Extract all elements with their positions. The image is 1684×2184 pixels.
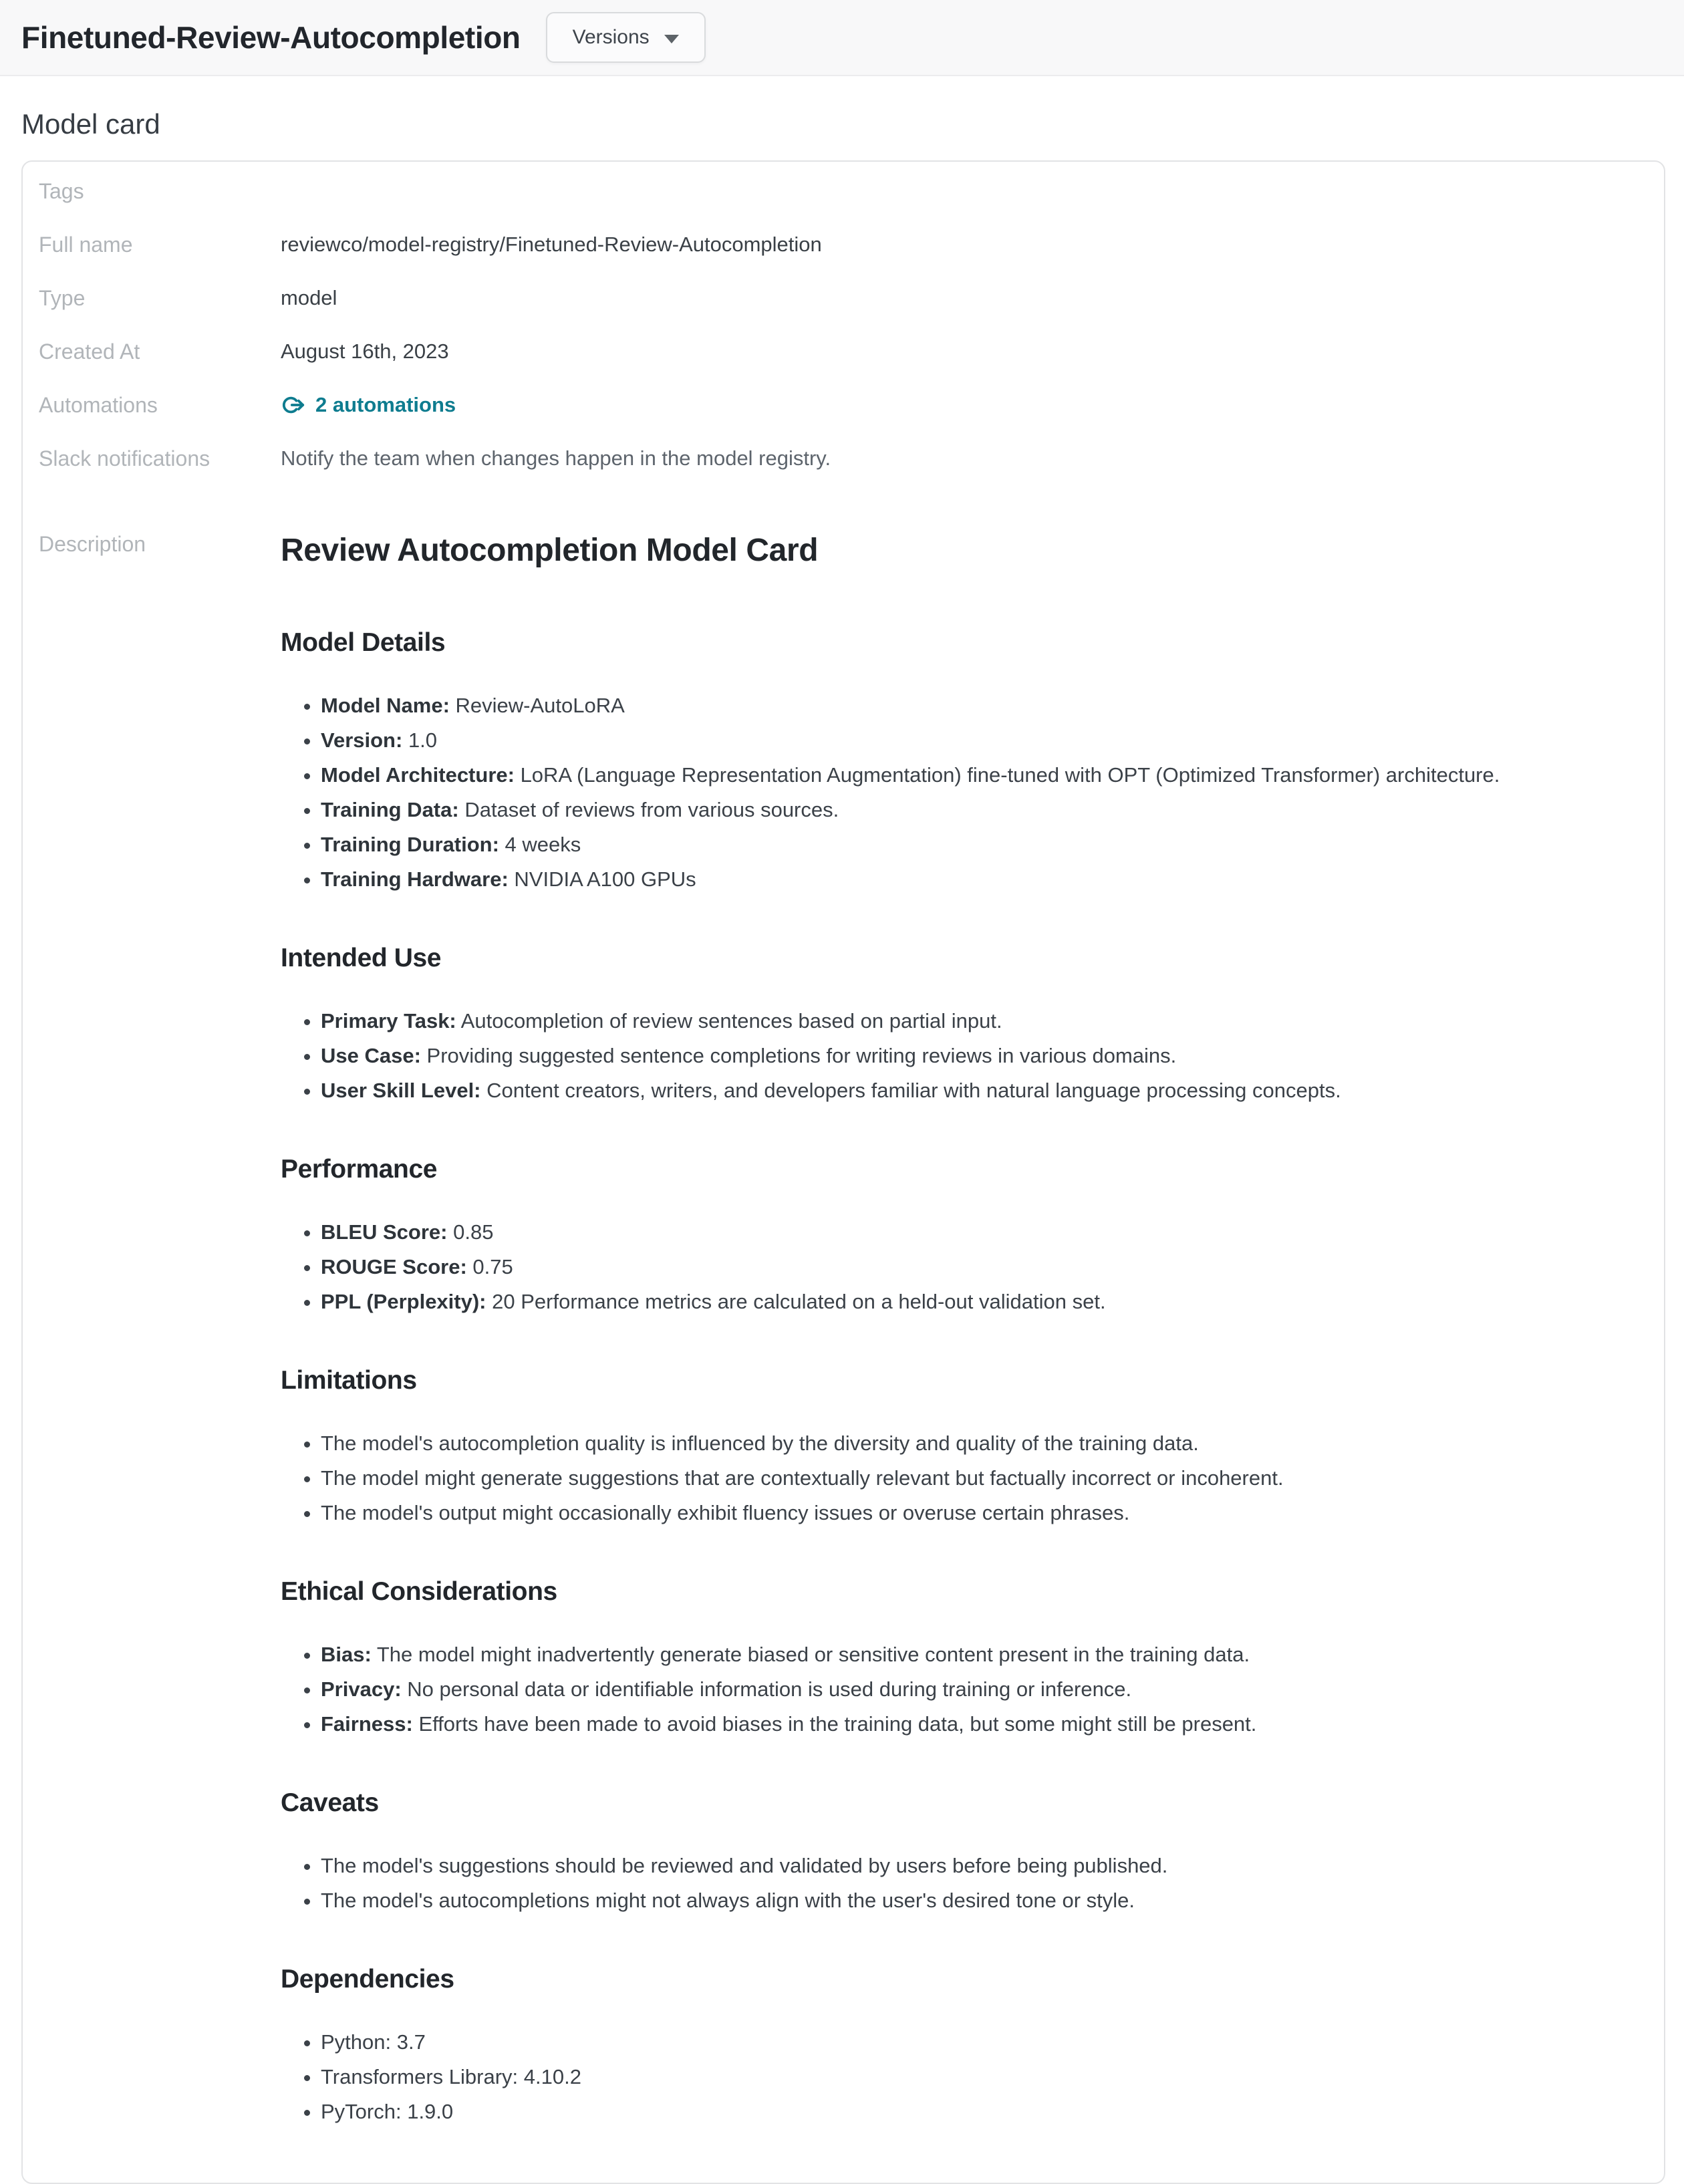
section-heading: Performance [281, 1155, 438, 1184]
list-item: • Version: 1.0 [321, 723, 1589, 758]
registered-model-title: Finetuned-Review-Autocompletion [21, 20, 521, 55]
list-item: • ROUGE Score: 0.75 [321, 1250, 1589, 1284]
created-at-label: Created At [39, 339, 140, 364]
list-item: • Model Architecture: LoRA (Language Representation Augmentation) fine-tuned with OPT (Optimized Transformer) architecture. [321, 758, 1589, 793]
section-list [281, 2025, 1589, 2129]
list-item: • BLEU Score: 0.85 [321, 1215, 1589, 1250]
versions-button[interactable] [546, 12, 706, 63]
list-item: • User Skill Level: Content creators, writers, and developers familiar with natural language processing concepts. [321, 1073, 1589, 1108]
list-item: • The model's autocompletion quality is influenced by the diversity and quality of the training data. [321, 1426, 1589, 1461]
chevron-down-icon [664, 35, 679, 43]
description-label: Description [39, 532, 146, 556]
full-name-label: Full name [39, 233, 133, 257]
slack-notifications-value: Notify the team when changes happen in the model registry. [281, 446, 831, 470]
type-label: Type [39, 286, 86, 310]
created-at-value: August 16th, 2023 [281, 339, 449, 363]
description-content [281, 531, 1643, 2129]
section-heading: Limitations [281, 1366, 417, 1395]
section-list [281, 688, 1589, 897]
doc-title: Review Autocompletion Model Card [281, 533, 819, 568]
list-item: • Fairness: Efforts have been made to avoid biases in the training data, but some might still be present. [321, 1707, 1589, 1742]
section-heading: Dependencies [281, 1965, 454, 1994]
section-list [281, 1004, 1589, 1108]
field-row-automations [39, 378, 1643, 432]
section-heading: Model Details [281, 628, 446, 657]
section-heading: Caveats [281, 1788, 379, 1817]
automations-link[interactable] [281, 392, 456, 418]
list-item: • Model Name: Review-AutoLoRA [321, 688, 1589, 723]
automation-icon [281, 392, 306, 418]
list-item: • Training Hardware: NVIDIA A100 GPUs [321, 862, 1589, 897]
section-heading: Ethical Considerations [281, 1577, 557, 1606]
field-row-description [39, 517, 1643, 2129]
full-name-value: reviewco/model-registry/Finetuned-Review-Autocompletion [281, 233, 822, 256]
list-item: • PPL (Perplexity): 20 Performance metrics are calculated on a held-out validation set. [321, 1284, 1589, 1319]
list-item: • Training Data: Dataset of reviews from various sources. [321, 793, 1589, 827]
section-list [281, 1215, 1589, 1319]
list-item: • The model's output might occasionally exhibit fluency issues or overuse certain phrases. [321, 1496, 1589, 1530]
list-item: • Privacy: No personal data or identifiable information is used during training or inference. [321, 1672, 1589, 1707]
automations-label: Automations [39, 393, 158, 417]
model-card-panel [21, 160, 1665, 2184]
list-item: • Training Duration: 4 weeks [321, 827, 1589, 862]
section-list [281, 1637, 1589, 1742]
field-row-tags [39, 164, 1643, 218]
section-list [281, 1849, 1589, 1918]
list-item: • Primary Task: Autocompletion of review sentences based on partial input. [321, 1004, 1589, 1039]
list-item: • Python: 3.7 [321, 2025, 1589, 2060]
section-heading: Intended Use [281, 944, 442, 972]
slack-notifications-label: Slack notifications [39, 446, 210, 470]
field-row-type [39, 271, 1643, 325]
top-header-bar [0, 0, 1684, 76]
list-item: • The model might generate suggestions that are contextually relevant but factually incorrect or incoherent. [321, 1461, 1589, 1496]
versions-button-label: Versions [572, 26, 650, 48]
list-item: • Use Case: Providing suggested sentence completions for writing reviews in various domains. [321, 1039, 1589, 1073]
automations-link-label: 2 automations [315, 393, 456, 416]
list-item: • Bias: The model might inadvertently generate biased or sensitive content present in the training data. [321, 1637, 1589, 1672]
model-card-section-title: Model card [21, 108, 160, 140]
doc-sections [281, 627, 1589, 2129]
list-item: • The model's autocompletions might not always align with the user's desired tone or style. [321, 1883, 1589, 1918]
section-list [281, 1426, 1589, 1530]
type-value: model [281, 286, 337, 309]
field-row-slack-notifications [39, 432, 1643, 485]
list-item: • The model's suggestions should be reviewed and validated by users before being published. [321, 1849, 1589, 1883]
tags-label: Tags [39, 179, 84, 203]
list-item: • Transformers Library: 4.10.2 [321, 2060, 1589, 2094]
field-row-created-at [39, 325, 1643, 378]
field-row-full-name [39, 218, 1643, 271]
list-item: • PyTorch: 1.9.0 [321, 2094, 1589, 2129]
